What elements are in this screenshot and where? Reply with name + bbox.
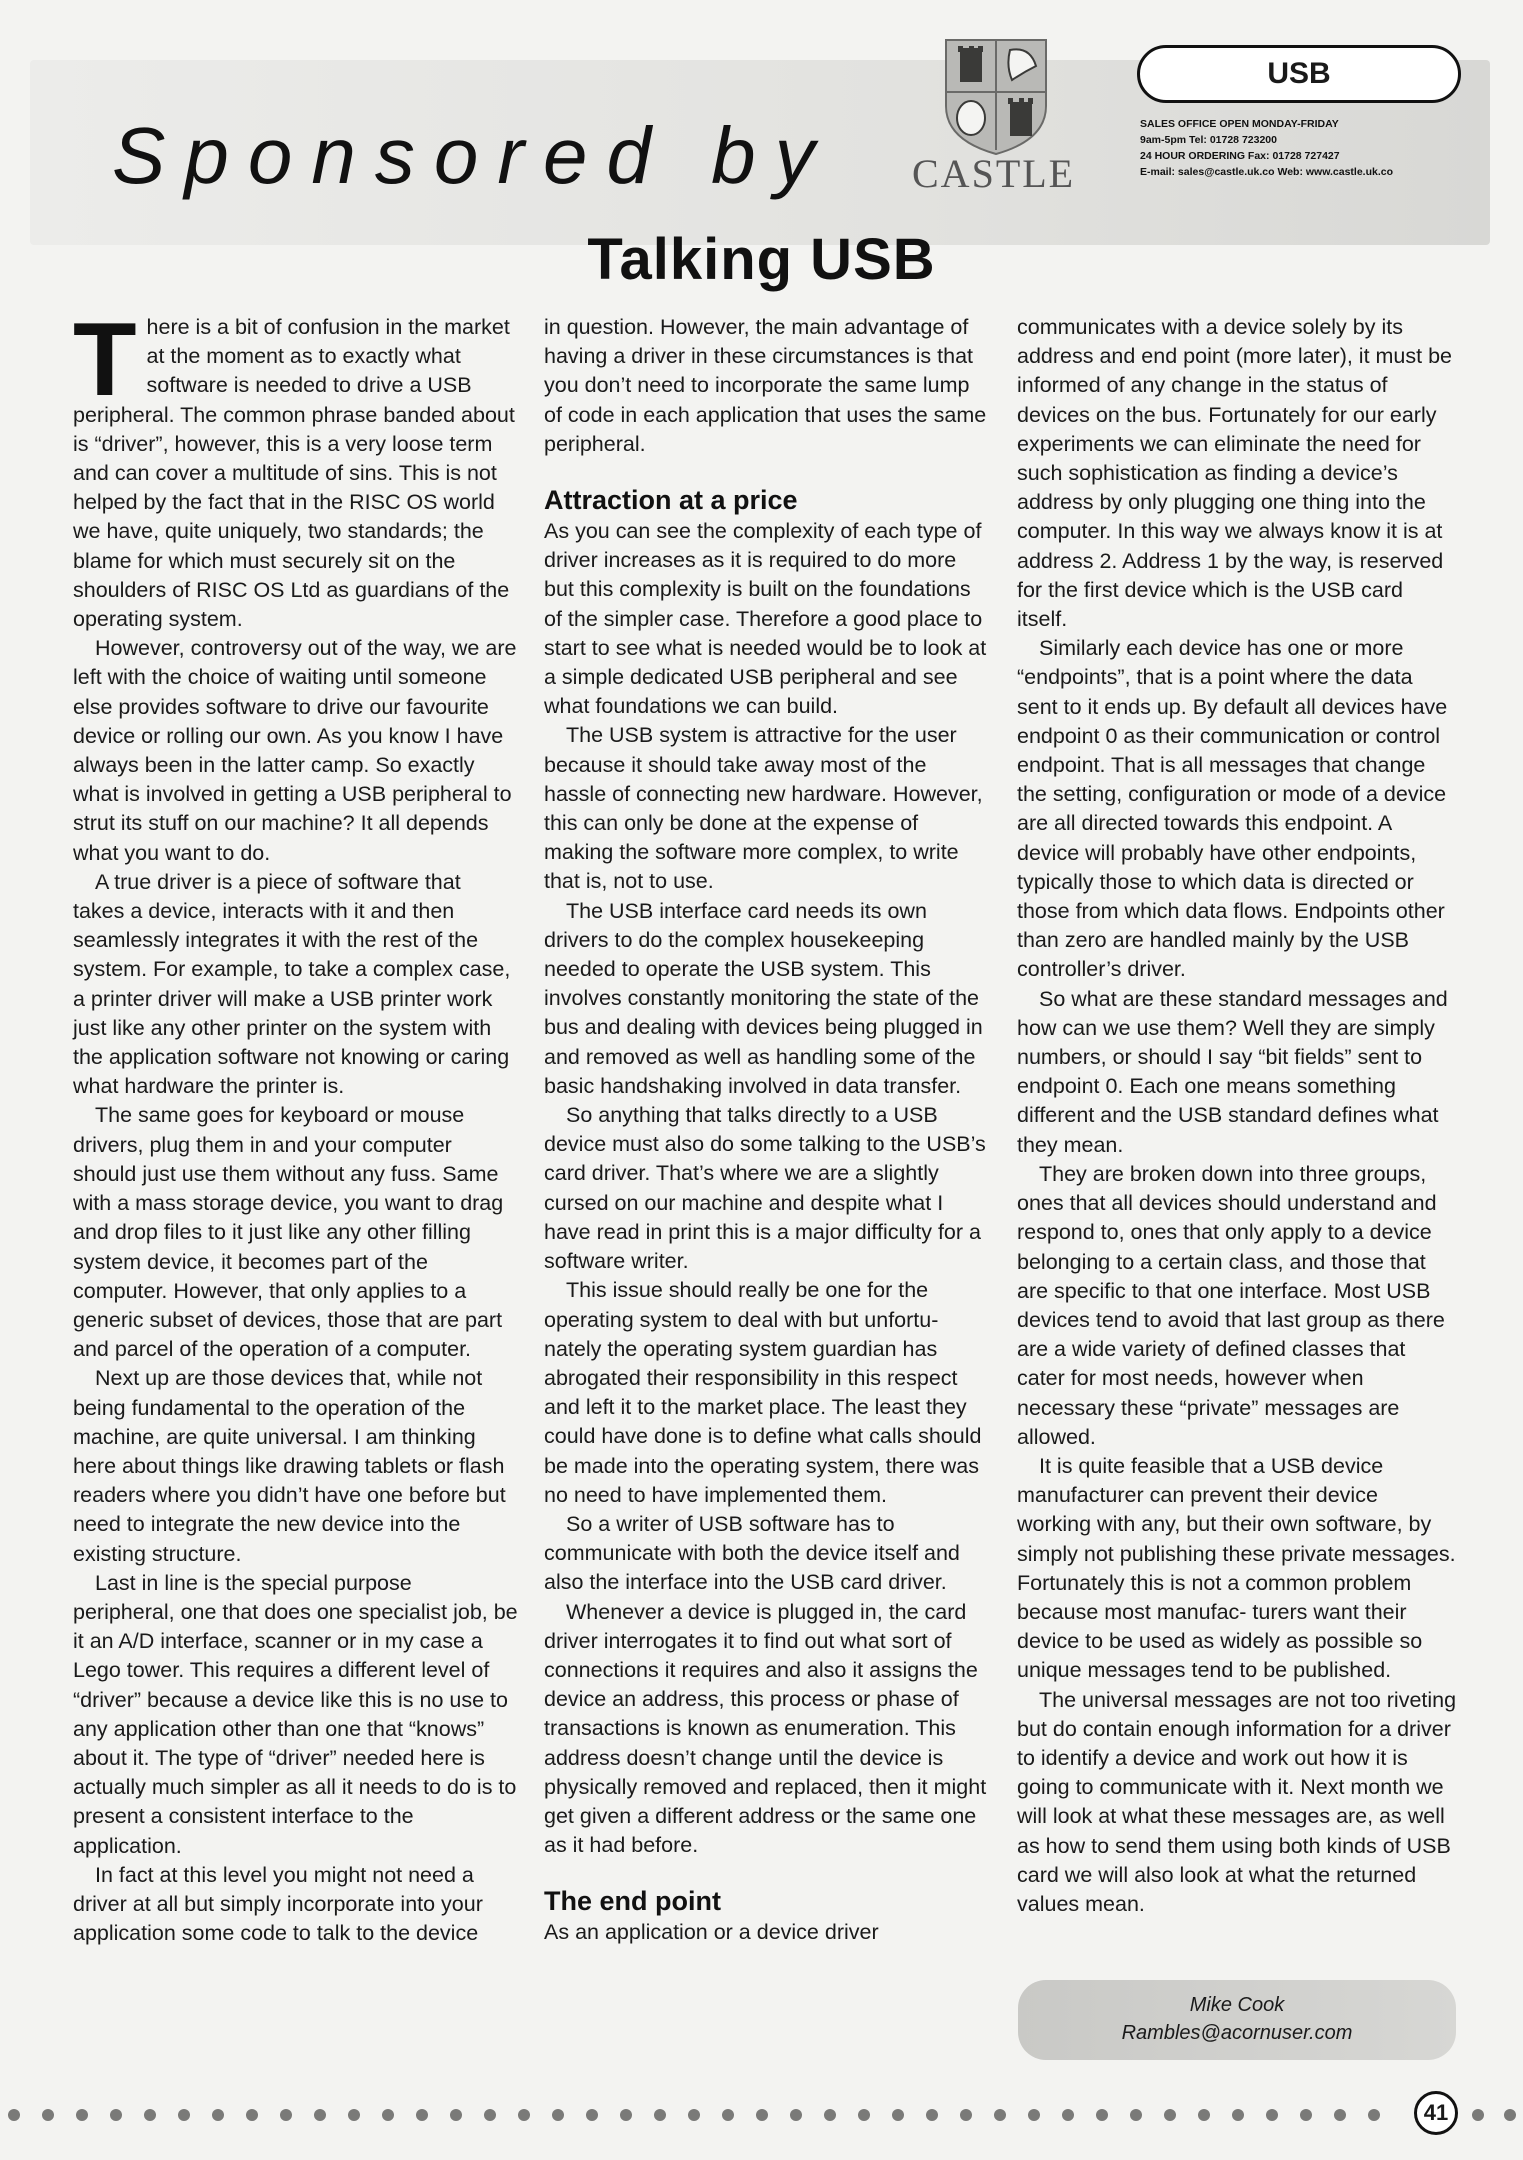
contact-line: SALES OFFICE OPEN MONDAY-FRIDAY — [1140, 118, 1339, 130]
paragraph: This issue should really be one for the operating system to deal with but unfortu- nately the operating system guardian has abrogated their responsibility in this respect and left it to the market place. The least they could have done is to define what calls should be made into the operating system, there was no need to have implemented them. — [544, 1278, 982, 1507]
article-title: Talking USB — [587, 227, 936, 292]
paragraph: However, controversy out of the way, we are left with the choice of waiting until someone else provides software to drive our favourite device or rolling our own. As you know I have always been in the latter camp. So exactly what is involved in getting a USB peripheral to strut its stuff on our machine? It all depends what you want to do. — [73, 636, 517, 865]
paragraph: So what are these standard messages and how can we use them? Well they are simply numbers, or should I say “bit fields” sent to endpoint 0. Each one means something different and the USB standard defines what they mean. — [1017, 986, 1448, 1157]
column-1 — [73, 302, 518, 1948]
paragraph: So a writer of USB software has to communicate with both the device itself and also the interface into the USB card driver. — [544, 1511, 960, 1595]
paragraph: A true driver is a piece of software that takes a device, interacts with it and then seamlessly integrates it with the rest of the system. For example, to take a complex case, a printer driver will make a USB printer work just like any other printer on the system with the application software not knowing or caring what hardware the printer is. — [73, 869, 511, 1099]
column-2 — [544, 313, 989, 1948]
castle-contact-info — [1140, 116, 1500, 180]
contact-line: 9am-5pm Tel: 01728 723200 — [1140, 134, 1277, 146]
paragraph: In fact at this level you might not need a driver at all but simply incorporate into your application some code to talk to the device — [73, 1862, 483, 1946]
author-email: Rambles@acornuser.com — [1121, 2022, 1353, 2044]
author-byline — [1018, 1980, 1456, 2060]
castle-crest-logo — [940, 36, 1052, 156]
paragraph: Whenever a device is plugged in, the card driver interrogates it to find out what sort of connections it requires and also it assigns the device an address, this process or phase of transactions is known as enumeration. This address doesn’t change until the device is physically removed and replaced, then it might get given a different address or the same one as it had before. — [544, 1599, 987, 1858]
paragraph: The USB interface card needs its own drivers to do the complex housekeeping needed to operate the USB system. This involves constantly monitoring the state of the bus and dealing with devices being plugged in and removed as well as handling some of the basic handshaking involved in data transfer. — [544, 898, 983, 1098]
paragraph: The universal messages are not too riveting but do contain enough information for a driver to identify a device and work out how it is going to communicate with it. Next month we will look at what these messages are, as well as how to send them using both kinds of USB card we will also look at what the returned values mean. — [1017, 1687, 1457, 1916]
page-number: 41 — [1414, 2091, 1458, 2135]
paragraph: Next up are those devices that, while not being fundamental to the operation of the machine, are quite universal. I am thinking here about things like drawing tablets or flash readers where you didn’t have one before but need to integrate the new device into the existing structure. — [73, 1366, 506, 1566]
paragraph: So anything that talks directly to a USB device must also do some talking to the USB’s card driver. That’s where we are a slightly cursed on our machine and despite what I have read in print this is a major difficulty for a software writer. — [544, 1103, 986, 1274]
footer-dot-rule — [0, 2095, 1523, 2135]
paragraph: Last in line is the special purpose peripheral, one that does one specialist job, be it an A/D interface, scanner or in my case a Lego tower. This requires a different level of “driver” because a device like this is no use to any application other than one that “knows” about it. The type of “driver” needed here is actually much simpler as all it needs to do is to present a consistent interface to the application. — [73, 1570, 518, 1858]
castle-brand-name: CASTLE — [912, 151, 1076, 196]
contact-line: 24 HOUR ORDERING Fax: 01728 727427 — [1140, 150, 1340, 162]
paragraph: They are broken down into three groups, ones that all devices should understand and respond to, ones that only apply to a device belonging to a certain class, and those that are specific to that one interface. Most USB devices tend to avoid that last group as there are a wide variety of defined classes that cater for most needs, however when necessary these “private” messages are allowed. — [1017, 1161, 1445, 1449]
contact-line: E-mail: sales@castle.uk.co Web: www.castle.uk.co — [1140, 166, 1393, 178]
paragraph: As an application or a device driver — [544, 1920, 879, 1945]
drop-cap: T — [73, 302, 137, 418]
paragraph: communicates with a device solely by its address and end point (more later), it must be informed of any change in the status of devices on the bus. Fortunately for our early experiments we can eliminate the need for such sophistication as finding a device’s address by only plugging one thing into the computer. In this way we always know it is at address 2. Address 1 by the way, is reserved for the first device which is the USB card itself. — [1017, 315, 1452, 632]
subheading-end-point: The end point — [544, 1886, 721, 1917]
sponsored-by-text: Sponsored by — [112, 111, 834, 200]
paragraph: The same goes for keyboard or mouse drivers, plug them in and your computer should just use them without any fuss. Same with a mass storage device, you want to drag and drop files to it just like any other filling system device, it becomes part of the computer. However, that only applies to a generic subset of devices, those that are part and parcel of the operation of a computer. — [73, 1103, 504, 1362]
column-3 — [1017, 313, 1457, 1919]
subheading-attraction: Attraction at a price — [544, 485, 798, 516]
paragraph: It is quite feasible that a USB device manufacturer can prevent their device working with any, but their own software, by simply not publishing these private messages. Fortunately this is not a common problem because most manufac- turers want their device to be used as widely as possible so unique messages tend to be published. — [1017, 1453, 1456, 1683]
paragraph: There is a bit of confusion in the market at the moment as to exactly what software is needed to drive a USB peripheral. The common phrase banded about is “driver”, however, this is a very loose term and can cover a multitude of sins. This is not helped by the fact that in the RISC OS world we have, quite uniquely, two standards; the blame for which must securely sit on the shoulders of RISC OS Ltd as guardians of the operating system. — [73, 302, 515, 632]
section-tag-usb: USB — [1137, 45, 1461, 103]
paragraph: in question. However, the main advantage of having a driver in these circumstances is that you don’t need to incorporate the same lump of code in each application that uses the same peripheral. — [544, 315, 987, 456]
paragraph: Similarly each device has one or more “endpoints”, that is a point where the data sent to it ends up. By default all devices have endpoint 0 as their communication or control endpoint. That is all messages that change the setting, configuration or mode of a device are all directed towards this endpoint. A device will probably have other endpoints, typically those to which data is directed or those from which data flows. Endpoints other than zero are handled mainly by the USB controller’s driver. — [1017, 636, 1448, 982]
author-name: Mike Cook — [1189, 1994, 1285, 2016]
paragraph: As you can see the complexity of each type of driver increases as it is required to do more but this complexity is built on the foundations of the simpler case. Therefore a good place to start to see what is needed would be to look at a simple dedicated USB peripheral and see what foundations we can build. — [544, 519, 987, 719]
paragraph: The USB system is attractive for the user because it should take away most of the hassle of connecting new hardware. However, this can only be done at the expense of making the software more complex, to write that is, not to use. — [544, 723, 983, 894]
